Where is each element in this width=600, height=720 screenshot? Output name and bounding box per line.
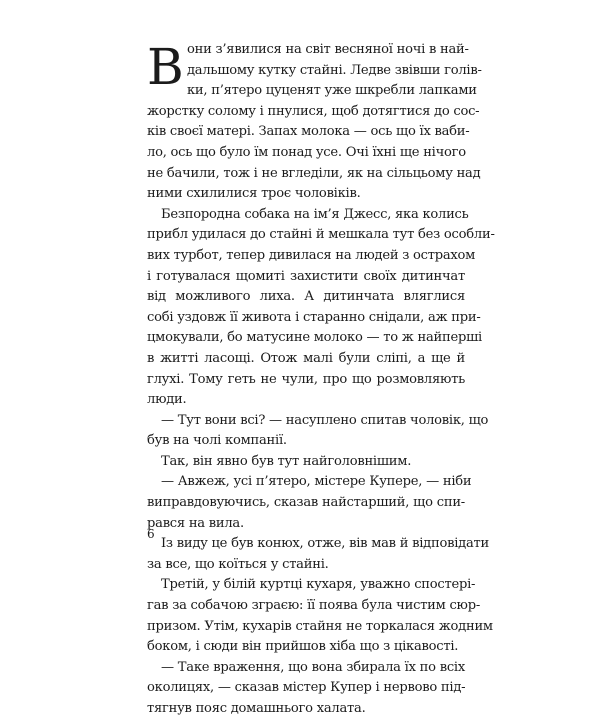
text-line: і готувалася щомиті захистити своїх дитинчат	[147, 268, 465, 284]
body-text	[147, 40, 495, 720]
text-line: Безпородна собака на ім’я Джесс, яка колись	[161, 206, 469, 222]
text-line: ків своєї матері. Запах молока — ось що їх ваби-	[147, 124, 470, 140]
text-line: собі уздовж її живота і старанно снідали, аж при-	[147, 309, 481, 325]
text-line: они з’явилися на світ весняної ночі в най-	[187, 42, 469, 57]
text-line: жорстку солому і пнулися, щоб дотягтися до сос-	[147, 103, 480, 119]
text-line: — Таке враження, що вона збирала їх по всіх	[161, 659, 465, 675]
text-line: дальшому кутку стайні. Ледве звівши голів-	[187, 62, 482, 78]
text-line: ло, ось що було їм понад усе. Очі їхні ще нічого	[147, 144, 466, 160]
text-line: глухі. Тому геть не чули, про що розмовляють	[147, 371, 465, 387]
text-line: — Авжеж, усі п’ятеро, містере Купере, — ніби	[161, 474, 472, 490]
text-line: гав за собачою зграєю: її поява була чистим сюр-	[147, 598, 481, 614]
text-line: ки, п’ятеро цуценят уже шкребли лапками	[187, 83, 477, 99]
text-line: не бачили, тож і не вгледіли, як на сільцьому над	[147, 165, 481, 181]
text-line: люди.	[147, 392, 187, 408]
text-line: тягнув пояс домашнього халата.	[147, 701, 366, 716]
text-line: — Тут вони всі? — насуплено спитав чоловік, що	[161, 412, 489, 428]
text-line: за все, що коїться у стайні.	[147, 556, 329, 572]
text-line: від можливого лиха. А дитинчата вляглися	[147, 289, 465, 305]
text-line: в житті ласощі. Отож малі були сліпі, а ще й	[147, 350, 465, 366]
text-line: прибл удилася до стайні й мешкала тут без особли-	[147, 227, 495, 243]
page-number: 6	[147, 527, 155, 541]
text-line: призом. Утім, кухарів стайня не торкалася жодним	[147, 618, 493, 634]
text-line: цмокували, бо матусине молоко — то ж найперші	[147, 330, 482, 346]
text-line: рався на вила.	[147, 515, 244, 531]
drop-cap: В	[147, 38, 184, 96]
text-line: боком, і сюди він прийшов хіба що з цікавості.	[147, 639, 459, 655]
text-line: був на чолі компанії.	[147, 433, 287, 449]
text-line: Третій, у білій куртці кухаря, уважно спостері-	[161, 577, 476, 593]
text-line: вих турбот, тепер дивилася на людей з острахом	[147, 247, 476, 263]
text-line: виправдовуючись, сказав найстарший, що спи-	[147, 495, 465, 511]
text-line: ними схилилися троє чоловіків.	[147, 186, 361, 202]
text-line: Так, він явно був тут найголовнішим.	[161, 453, 412, 469]
text-line: Із виду це був конюх, отже, вів мав й відповідати	[161, 536, 489, 552]
text-line: околицях, — сказав містер Купер і нервово під-	[147, 680, 466, 696]
